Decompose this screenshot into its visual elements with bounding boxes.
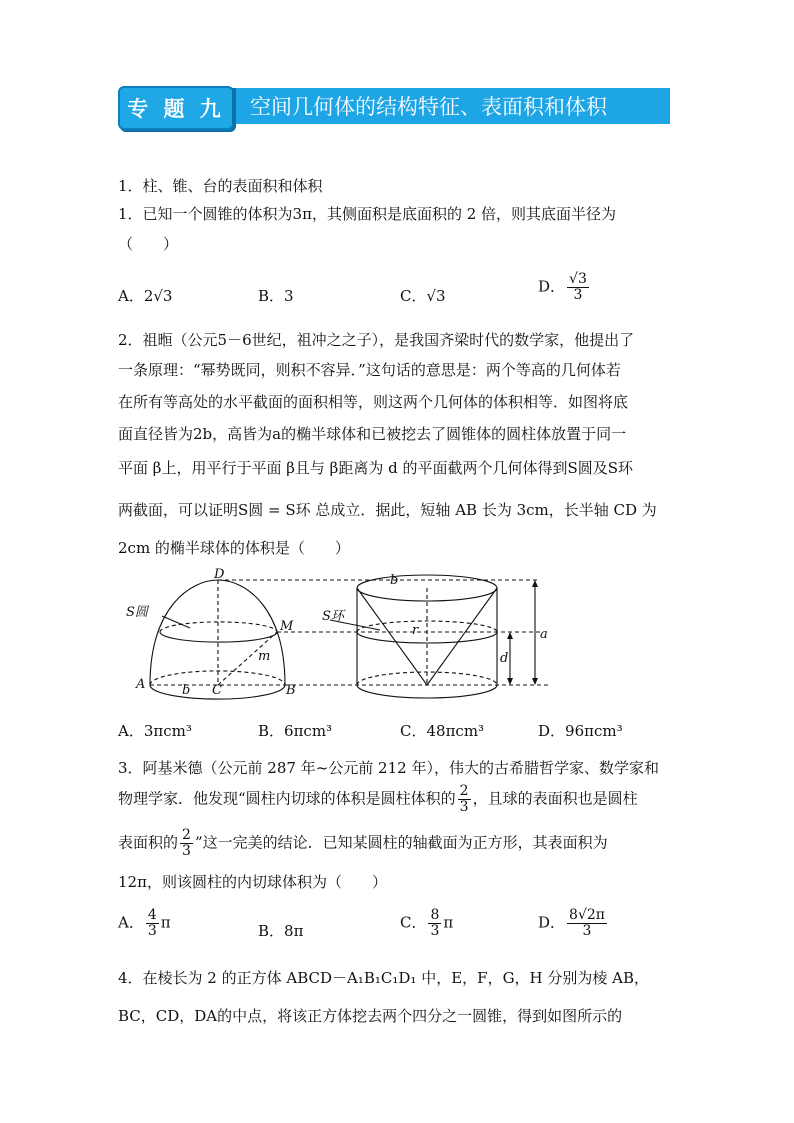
q1-option-d: D． $\frac{√3}{3}$ <box>538 271 587 303</box>
q2-option-a: A．3πcm³ <box>118 722 192 740</box>
label-a: a <box>540 627 548 642</box>
q3-line3: 表面积的 $\frac{2}{3}$ ”这一完美的结论．已知某圆柱的轴截面为正方形，其表面积为 <box>118 827 608 859</box>
q3-fraction-2: $\frac{2}{3}$ <box>182 827 191 859</box>
q3-line2: 物理学家．他发现“圆柱内切球的体积是圆柱体积的 $\frac{2}{3}$ ，且球的表面积也是圆柱 <box>118 783 638 815</box>
section-heading: 1．柱、锥、台的表面积和体积 <box>118 177 323 195</box>
label-a-point: A <box>136 677 146 692</box>
q1-text: 1．已知一个圆锥的体积为3π，其侧面积是底面积的 2 倍，则其底面半径为 <box>118 205 617 223</box>
label-r: r <box>412 623 419 638</box>
q1-option-b: B．3 <box>258 287 294 305</box>
label-m-point: M <box>280 619 294 634</box>
q1-option-c: C．√3 <box>400 287 446 305</box>
q2-option-d: D．96πcm³ <box>538 722 623 740</box>
topic-tag: 专 题 九 <box>118 86 234 130</box>
q1-option-a: A．2√3 <box>118 287 173 305</box>
q2-figure <box>120 568 580 703</box>
q3-option-d: D． $\frac{8√2\pi}{3}$ <box>538 907 605 939</box>
q3-fraction-1: $\frac{2}{3}$ <box>459 783 469 815</box>
q2-line2: 一条原理：“幂势既同，则积不容异．”这句话的意思是：两个等高的几何体若 <box>118 361 621 379</box>
label-c: C <box>212 683 222 698</box>
label-d: D <box>214 568 225 582</box>
q2-line3: 在所有等高处的水平截面的面积相等，则这两个几何体的体积相等．如图将底 <box>118 393 629 411</box>
q3-option-b: B．8π <box>258 922 304 940</box>
label-b-point: B <box>286 683 296 698</box>
label-b: b <box>182 683 191 698</box>
q3-option-a: A． $\frac{4}{3}$ π <box>118 907 171 939</box>
label-d-dim: d <box>500 651 509 666</box>
label-s-circle: S圆 <box>126 605 148 620</box>
q2-line4: 面直径皆为2b，高皆为a的椭半球体和已被挖去了圆锥体的圆柱体放置于同一 <box>118 425 627 443</box>
label-m: m <box>258 649 271 664</box>
q3-line1: 3．阿基米德（公元前 287 年~公元前 212 年），伟大的古希腊哲学家、数学家和 <box>118 759 659 777</box>
label-b2: b <box>390 573 399 588</box>
q3-c-fraction: $\frac{8}{3}$ <box>430 907 440 939</box>
q1-d-fraction: $\frac{√3}{3}$ <box>569 271 587 303</box>
q2-option-c: C．48πcm³ <box>400 722 485 740</box>
q2-line1: 2．祖暅（公元5－6世纪，祖冲之之子），是我国齐梁时代的数学家，他提出了 <box>118 331 635 349</box>
label-s-ring: S环 <box>322 609 344 624</box>
cone-right <box>427 588 497 685</box>
q3-d-fraction: $\frac{8√2\pi}{3}$ <box>569 907 605 939</box>
cylinder-base-front <box>357 685 497 698</box>
q2-option-b: B．6πcm³ <box>258 722 333 740</box>
q4-line2: BC，CD，DA的中点，将该正方体挖去两个四分之一圆锥，得到如图所示的 <box>118 1007 623 1025</box>
q3-a-fraction: $\frac{4}{3}$ <box>147 907 157 939</box>
s1-pointer <box>162 616 190 628</box>
q2-line6: 两截面，可以证明S圆 = S环 总成立．据此，短轴 AB 长为 3cm，长半轴 CD 为 <box>118 501 657 519</box>
q3-option-c: C． $\frac{8}{3}$ π <box>400 907 454 939</box>
q2-line5: 平面 β上，用平行于平面 β且与 β距离为 d 的平面截两个几何体得到S圆及S环 <box>118 459 634 477</box>
q4-line1: 4．在棱长为 2 的正方体 ABCD－A₁B₁C₁D₁ 中，E，F，G，H 分别为棱 AB， <box>118 969 650 987</box>
q3-line4: 12π，则该圆柱的内切球体积为（ ） <box>118 873 387 891</box>
topic-title: 空间几何体的结构特征、表面积和体积 <box>232 88 670 124</box>
q2-line7: 2cm 的椭半球体的体积是（ ） <box>118 539 350 557</box>
q1-paren: （ ） <box>118 235 179 253</box>
